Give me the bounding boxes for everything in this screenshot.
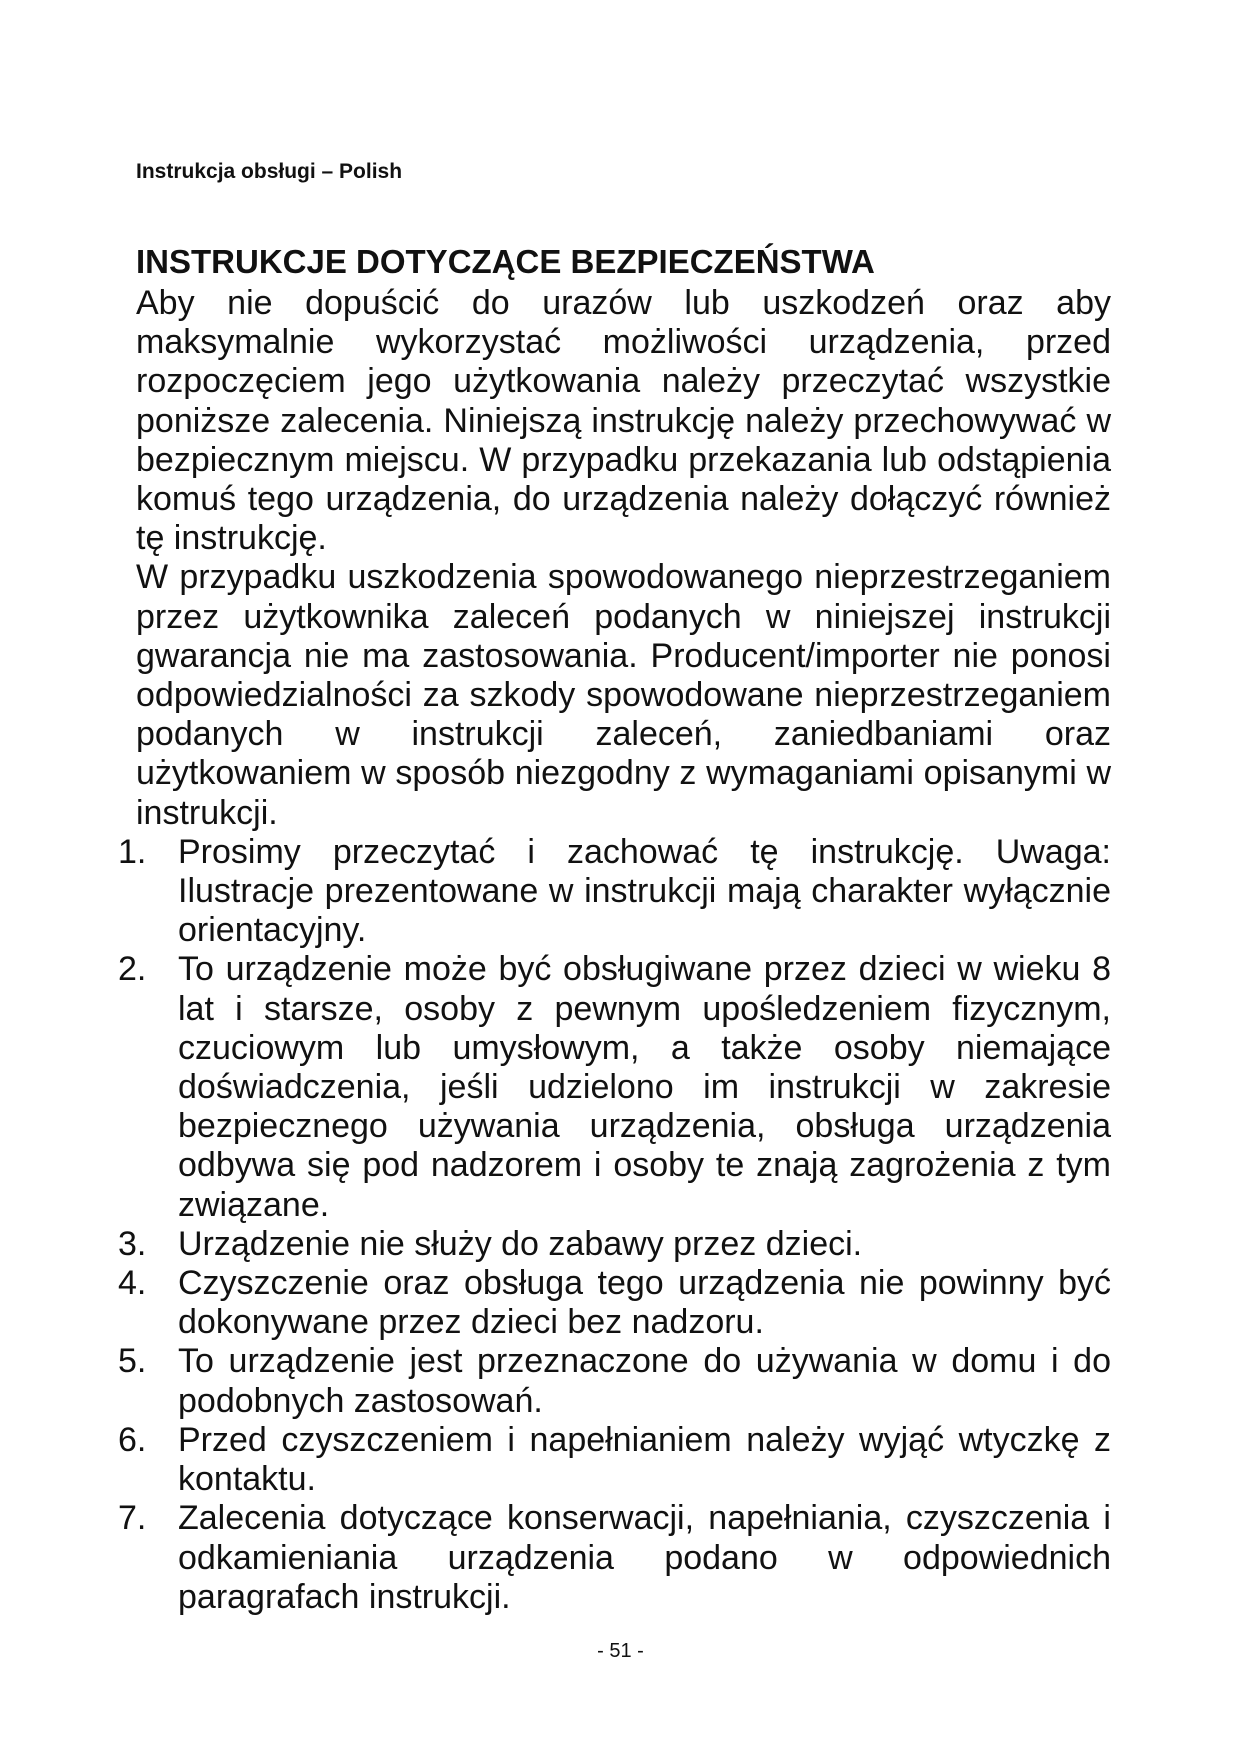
list-item (118, 1342, 1111, 1420)
list-item (118, 950, 1111, 1224)
list-item-text: Urządzenie nie służy do zabawy przez dzieci. (178, 1224, 863, 1263)
list-item-number: 7. (118, 1499, 147, 1538)
intro-paragraph: Aby nie dopuścić do urazów lub uszkodzeń oraz aby maksymalnie wykorzystać możliwości urządzenia, przed rozpoczęciem jego użytkowania należy przeczytać wszystkie poniższe zalecenia. Niniejszą instrukcję należy przechowywać w bezpiecznym miejscu. W przypadku przekazania lub odstąpienia komuś tego urządzenia, do urządzenia należy dołączyć również tę instrukcję. (136, 284, 1111, 558)
list-item-text: Przed czyszczeniem i napełnianiem należy wyjąć wtyczkę z kontaktu. (178, 1420, 1111, 1499)
list-item-text: To urządzenie jest przeznaczone do używania w domu i do podobnych zastosowań. (178, 1342, 1111, 1420)
list-item-number: 3. (118, 1224, 147, 1263)
list-item-number: 5. (118, 1342, 147, 1381)
list-item-text: Prosimy przeczytać i zachować tę instrukcję. Uwaga: Ilustracje prezentowane w instrukcji mają charakter wyłącznie orientacyjny. (178, 832, 1111, 950)
warranty-paragraph: W przypadku uszkodzenia spowodowanego nieprzestrzeganiem przez użytkownika zaleceń podanych w niniejszej instrukcji gwarancja nie ma zastosowania. Producent/importer nie ponosi odpowiedzialności za szkody spowodowane nieprzestrzeganiem podanych w instrukcji zaleceń, zaniedbaniami oraz użytkowaniem w sposób niezgodny z wymaganiami opisanymi w instrukcji. (136, 558, 1111, 832)
page-number: - 51 - (597, 1640, 644, 1662)
list-item-number: 2. (118, 950, 147, 989)
list-item (118, 832, 1111, 951)
list-item (118, 1420, 1111, 1499)
running-header: Instrukcja obsługi – Polish (136, 160, 403, 183)
section-title: INSTRUKCJE DOTYCZĄCE BEZPIECZEŃSTWA (136, 243, 875, 280)
list-item (118, 1224, 1111, 1264)
safety-list (118, 832, 1111, 1617)
list-item-number: 4. (118, 1264, 147, 1303)
list-item (118, 1499, 1111, 1617)
list-item-number: 6. (118, 1420, 147, 1459)
list-item-text: Zalecenia dotyczące konserwacji, napełniania, czyszczenia i odkamieniania urządzenia podano w odpowiednich paragrafach instrukcji. (178, 1499, 1111, 1616)
safety-section (118, 240, 1111, 1617)
list-item-number: 1. (118, 832, 147, 871)
list-item-text: Czyszczenie oraz obsługa tego urządzenia nie powinny być dokonywane przez dzieci bez nadzoru. (178, 1264, 1111, 1342)
list-item (118, 1264, 1111, 1342)
list-item-text: To urządzenie może być obsługiwane przez dzieci w wieku 8 lat i starsze, osoby z pewnym upośledzeniem fizycznym, czuciowym lub umysłowym, a także osoby niemające doświadczenia, jeśli udzielono im instrukcji w zakresie bezpiecznego używania urządzenia, obsługa urządzenia odbywa się pod nadzorem i osoby te znają zagrożenia z tym związane. (178, 950, 1111, 1224)
